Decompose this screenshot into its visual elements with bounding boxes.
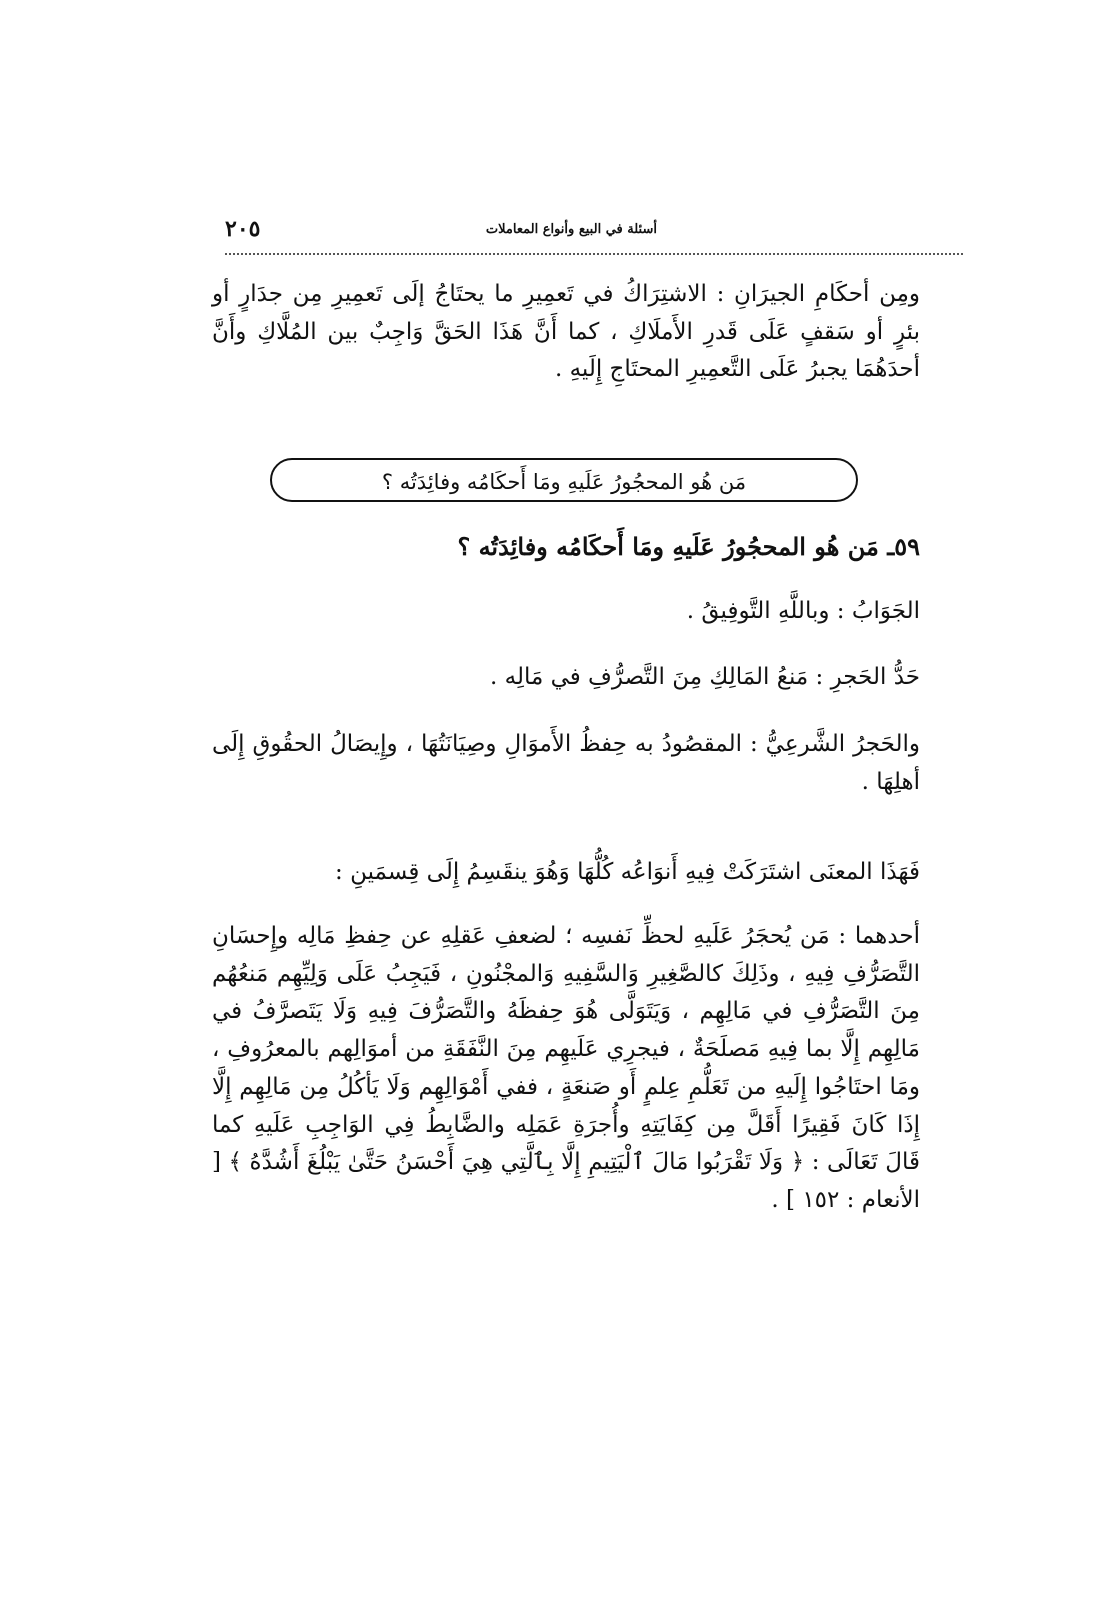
answer-intro: الجَوَابُ : وباللَّهِ التَّوفِيقُ . <box>686 598 920 624</box>
running-header <box>225 214 963 250</box>
question-heading-text: مَن هُو المحجُورُ عَلَيهِ ومَا أَحكَامُه وفائِدَتُه ؟ <box>457 532 879 561</box>
paragraph-two-categories: فَهَذَا المعنَى اشتَرَكَتْ فِيهِ أَنوَاعُه كُلُّهَا وَهُوَ ينقَسِمُ إِلَى قِسمَينِ : <box>335 859 920 885</box>
question-banner: مَن هُو المحجُورُ عَلَيهِ ومَا أَحكَامُه وفائِدَتُه ؟ <box>270 458 858 502</box>
page-number: ٢٠٥ <box>225 216 261 242</box>
paragraph-first-category: أحدهما : مَن يُحجَرُ عَلَيهِ لحظِّ نَفسِه ؛ لضعفِ عَقلِهِ عن حِفظِ مَالِه وإِحسَانِ التَّصَرُّفِ فِيهِ ، وذَلِكَ كالصَّغِيرِ وَالسَّفِيهِ وَالمجْنُونِ ، فَيَجِبُ عَلَى وَلِيِّهِم مَنعُهُم مِنَ التَّصَرُّفِ في مَالِهِم ، وَيَتَوَلَّى هُوَ حِفظَهُ والتَّصَرُّفَ فِيهِ وَلَا يَتَصرَّفُ في مَالِهِم إِلَّا بما فِيهِ مَصلَحَةٌ ، فيجرِي عَلَيهِم مِنَ النَّفَقَةِ من أموَالِهم بالمعرُوفِ ، ومَا احتَاجُوا إِلَيهِ من تَعَلُّمِ عِلمٍ أَو صَنعَةٍ ، ففي أَمْوَالِهِم وَلَا يَأكُلُ مِن مَالِهِم إِلَّا إِذَا كَانَ فَقِيرًا أَقَلَّ مِن كِفَايَتِهِ وأُجرَةِ عَمَلِه والضَّابِطُ فِي الوَاجِبِ عَلَيهِ كما قَالَ تَعَالَى : ﴿ وَلَا تَقْرَبُوا مَالَ ٱلْيَتِيمِ إِلَّا بِٱلَّتِي هِيَ أَحْسَنُ حَتَّىٰ يَبْلُغَ أَشُدَّهُ ﴾ [ الأنعام : ١٥٢ ] . <box>212 923 920 1214</box>
header-title: أسئلة في البيع وأنواع المعاملات <box>485 222 657 237</box>
paragraph-neighbors-rulings: ومِن أحكَامِ الجيرَانِ : الاشتِرَاكُ في تَعمِيرِ ما يحتَاجُ إلَى تَعمِيرِ مِن جدَارٍ أو بئرٍ أو سَقفٍ عَلَى قَدرِ الأَملَاكِ ، كما أَنَّ هَذَا الحَقَّ وَاجِبٌ بين المُلَّاكِ وأَنَّ أحدَهُمَا يجبرُ عَلَى التَّعمِيرِ المحتَاجِ إِلَيهِ . <box>212 281 920 383</box>
question-number: ٥٩ـ <box>887 532 920 561</box>
header-rule <box>225 253 963 255</box>
definition-line: حَدُّ الحَجرِ : مَنعُ المَالِكِ مِنَ التَّصرُّفِ في مَالِه . <box>489 664 920 690</box>
paragraph-legal-interdiction: والحَجرُ الشَّرعِيُّ : المقصُودُ به حِفظُ الأَموَالِ وصِيَانَتُهَا ، وإِيصَالُ الحقُوقِ إِلَى أهلِهَا . <box>212 731 920 795</box>
question-heading <box>372 532 920 561</box>
